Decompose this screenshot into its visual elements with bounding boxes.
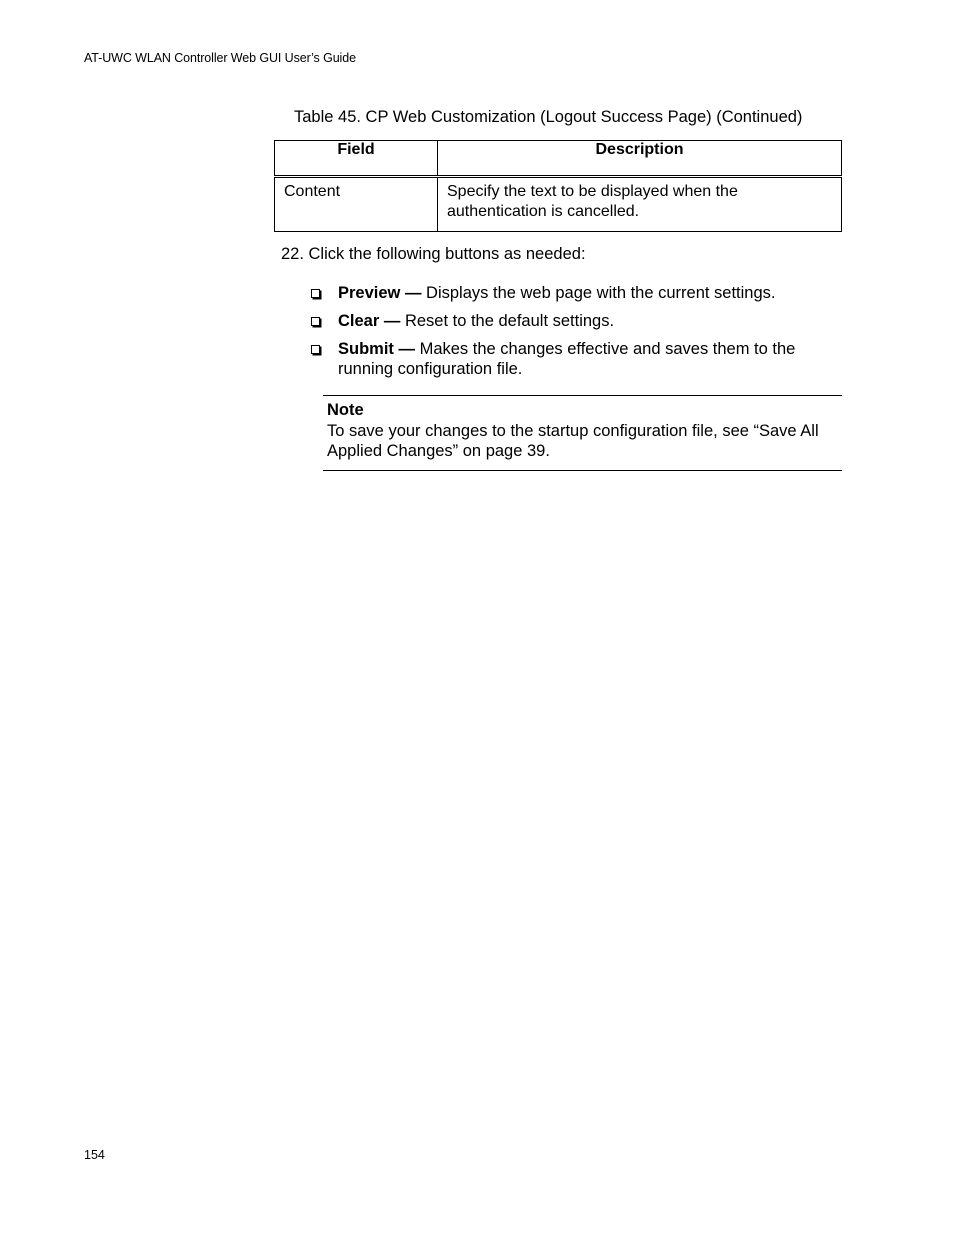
square-bullet-icon — [311, 345, 320, 354]
square-bullet-icon — [311, 289, 320, 298]
term-submit: Submit — — [338, 340, 415, 358]
button-list — [309, 283, 829, 387]
desc-submit: Makes the changes effective and saves them to the running configuration file. — [338, 340, 796, 378]
table-row — [275, 177, 842, 232]
term-clear: Clear — — [338, 312, 401, 330]
desc-clear: Reset to the default settings. — [400, 312, 615, 330]
step-instruction: 22. Click the following buttons as needed: — [281, 245, 586, 263]
field-description-table — [274, 140, 842, 232]
table-caption: Table 45. CP Web Customization (Logout Success Page) (Continued) — [294, 108, 803, 126]
page-number: 154 — [84, 1148, 105, 1162]
square-bullet-icon — [311, 317, 320, 326]
column-header-description: Description — [438, 141, 842, 177]
desc-preview: Displays the web page with the current settings. — [421, 284, 776, 302]
running-header: AT-UWC WLAN Controller Web GUI User’s Guide — [84, 51, 356, 65]
note-title: Note — [327, 401, 364, 419]
cell-description: Specify the text to be displayed when the authentication is cancelled. — [438, 177, 842, 232]
column-header-field: Field — [275, 141, 438, 177]
cell-field: Content — [275, 177, 438, 232]
note-text: To save your changes to the startup configuration file, see “Save All Applied Changes” on page 39. — [327, 422, 819, 460]
note-box — [323, 395, 842, 471]
term-preview: Preview — — [338, 284, 422, 302]
list-item-clear — [309, 311, 829, 331]
list-item-preview — [309, 283, 829, 303]
table-header-row — [275, 141, 842, 177]
list-item-submit — [309, 339, 829, 379]
